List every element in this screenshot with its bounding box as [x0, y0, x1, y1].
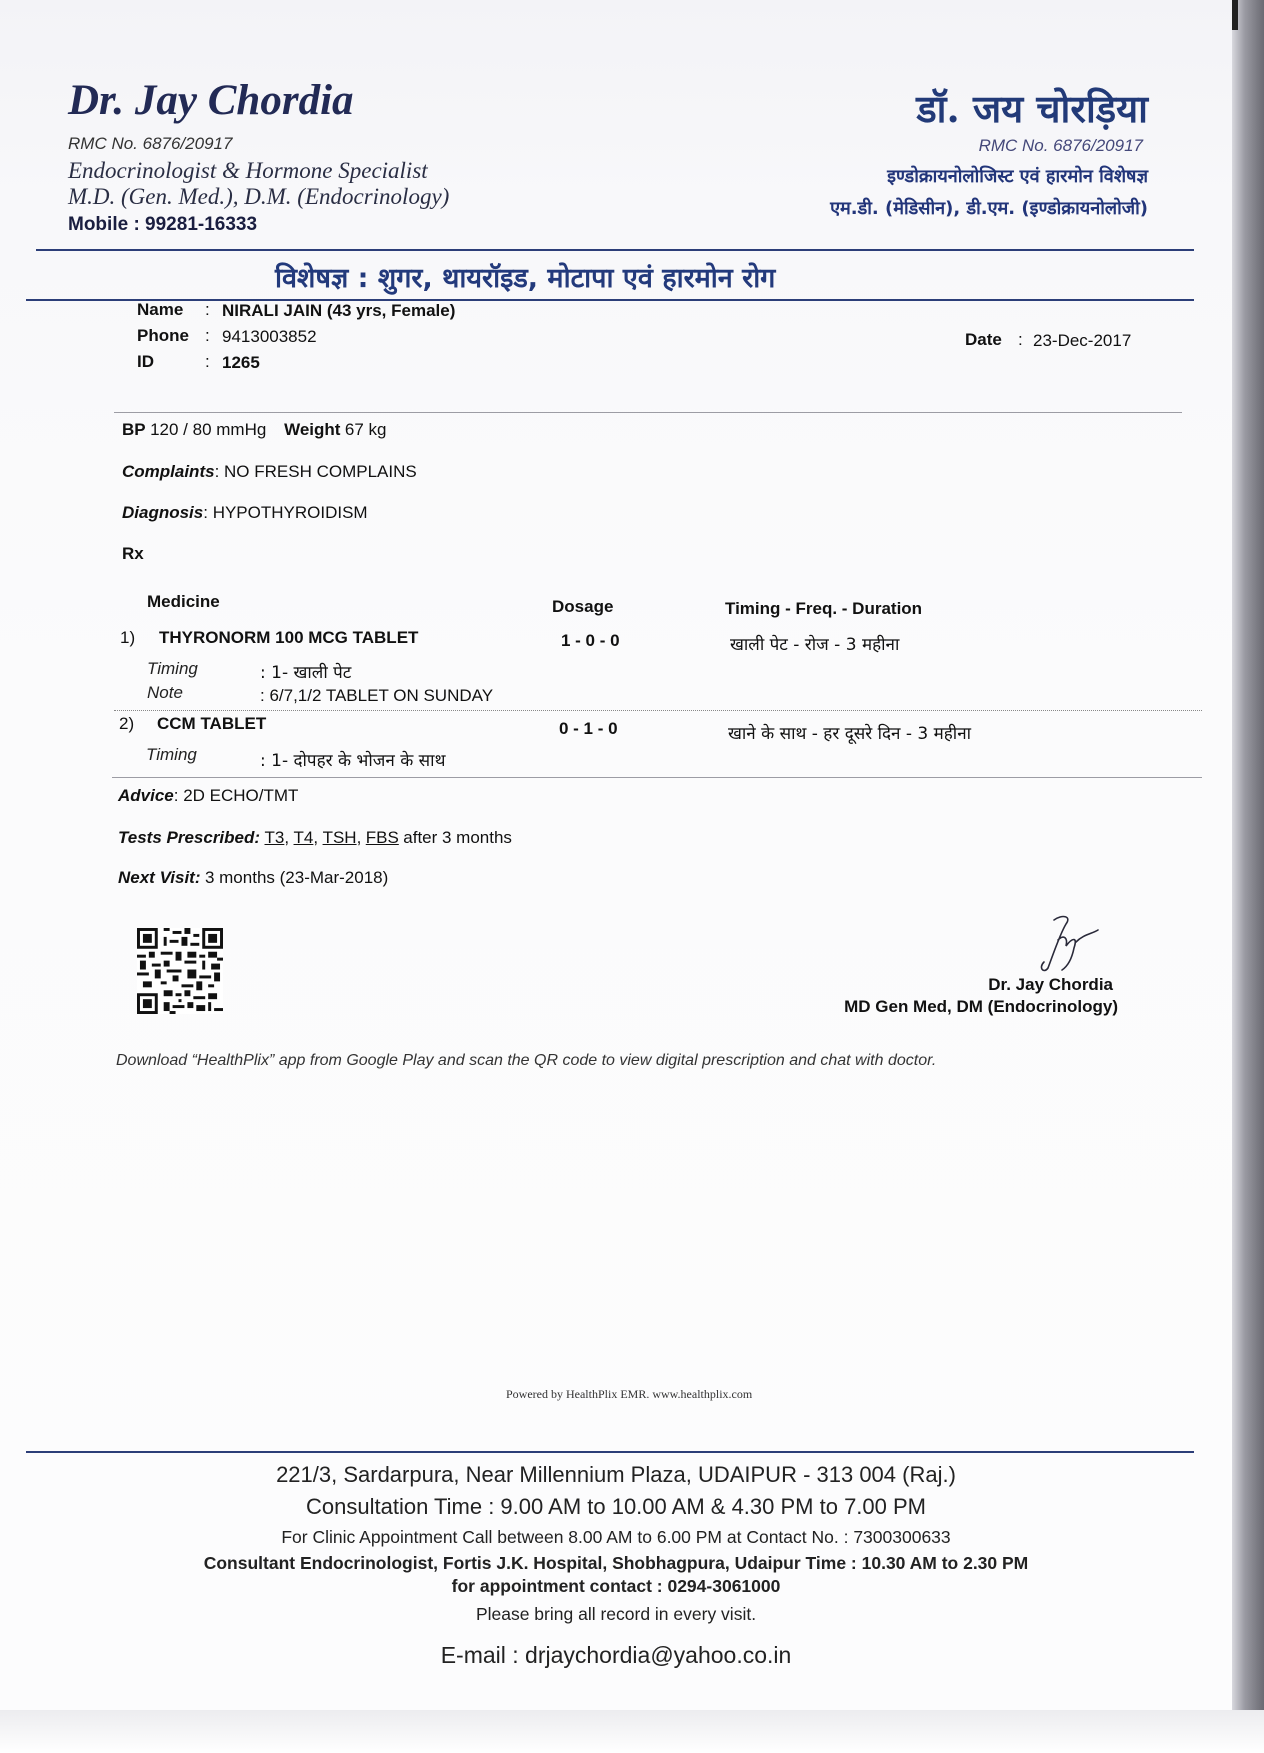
medicine-row-2-number: 2) — [119, 714, 135, 733]
scan-edge-right — [1232, 0, 1264, 1753]
rx-label: Rx — [122, 544, 144, 563]
scan-edge-bottom — [0, 1710, 1264, 1753]
test-item: T3 — [264, 828, 285, 847]
patient-phone-value: 9413003852 — [222, 327, 317, 346]
test-separator: , — [284, 828, 290, 847]
patient-phone-label: Phone — [137, 326, 189, 345]
tests-row — [118, 828, 512, 848]
tests-suffix: after 3 months — [403, 828, 512, 847]
medicine-row-2-name: CCM TABLET — [157, 714, 267, 733]
medicine-row-1-note-label: Note — [147, 683, 183, 702]
patient-age-sex: (43 yrs, Female) — [326, 301, 456, 320]
footer-divider — [26, 1451, 1194, 1453]
rmc-number-hindi-side: RMC No. 6876/20917 — [978, 136, 1143, 155]
patient-name — [222, 301, 455, 321]
medicine-row-2-schedule: खाने के साथ - हर दूसरे दिन - 3 महीना — [728, 724, 972, 744]
healthplix-app-note: Download “HealthPlix” app from Google Play and scan the QR code to view digital prescription and chat with doctor. — [116, 1052, 937, 1069]
signature-doctor-name: Dr. Jay Chordia — [988, 975, 1113, 994]
medicine-row-1-timing-value: : 1- खाली पेट — [260, 663, 352, 683]
patient-name-value: NIRALI JAIN — [222, 301, 323, 320]
vitals-row — [122, 420, 387, 440]
tests-label: Tests Prescribed: — [118, 828, 261, 847]
diagnosis-label: Diagnosis — [122, 503, 204, 522]
degrees-line: M.D. (Gen. Med.), D.M. (Endocrinology) — [68, 184, 450, 209]
colon: : — [205, 326, 210, 345]
mobile-number: Mobile : 99281-16333 — [68, 214, 258, 235]
medicine-row-1-timing-label: Timing — [147, 659, 198, 678]
weight-value: 67 kg — [344, 420, 387, 439]
specialty-line: Endocrinologist & Hormone Specialist — [68, 158, 428, 183]
bp-value: 120 / 80 mmHg — [150, 420, 267, 439]
header-divider-top — [36, 249, 1194, 251]
degrees-hindi: एम.डी. (मेडिसीन), डी.एम. (इण्डोक्रायनोलोजी) — [830, 198, 1148, 219]
test-item: T4 — [293, 828, 314, 847]
date-value: 23-Dec-2017 — [1033, 331, 1132, 350]
next-visit-label: Next Visit: — [118, 868, 201, 887]
medicine-header: Medicine — [147, 592, 220, 611]
medicine-row-divider — [114, 710, 1202, 711]
advice-row — [118, 786, 298, 806]
advice-value: : 2D ECHO/TMT — [173, 786, 299, 805]
test-separator: , — [356, 828, 362, 847]
test-item: FBS — [365, 828, 399, 847]
footer-fortis-contact: for appointment contact : 0294-3061000 — [451, 1576, 781, 1596]
footer-email: E-mail : drjaychordia@yahoo.co.in — [440, 1642, 792, 1668]
handwritten-signature — [1032, 912, 1102, 974]
complaints-label: Complaints — [122, 462, 215, 481]
patient-id-value: 1265 — [222, 353, 260, 372]
qr-code-icon[interactable] — [137, 928, 223, 1014]
test-item: TSH — [322, 828, 357, 847]
bp-label: BP — [122, 420, 146, 439]
footer-fortis-consultant: Consultant Endocrinologist, Fortis J.K. Hospital, Shobhagpura, Udaipur Time : 10.30 AM to 2.30 PM — [203, 1553, 1029, 1573]
header-divider-bottom — [26, 299, 1194, 301]
patient-id-label: ID — [137, 352, 154, 371]
signature-degrees: MD Gen Med, DM (Endocrinology) — [844, 997, 1118, 1016]
medicine-row-2-dosage: 0 - 1 - 0 — [559, 719, 618, 738]
colon: : — [205, 300, 210, 319]
colon: : — [205, 352, 210, 371]
test-separator: , — [313, 828, 319, 847]
medicine-row-1-name: THYRONORM 100 MCG TABLET — [159, 628, 419, 647]
footer-consultation-time: Consultation Time : 9.00 AM to 10.00 AM & 4.30 PM to 7.00 PM — [306, 1494, 926, 1519]
medicine-row-1-note-value: : 6/7,1/2 TABLET ON SUNDAY — [260, 686, 494, 705]
doctor-name-heading: Dr. Jay Chordia — [68, 77, 354, 124]
advice-label: Advice — [118, 786, 174, 805]
medicine-row-2-timing-value: : 1- दोपहर के भोजन के साथ — [260, 751, 446, 771]
medicine-row-1-schedule: खाली पेट - रोज - 3 महीना — [730, 635, 900, 655]
medicine-row-1-number: 1) — [120, 628, 136, 647]
rmc-number: RMC No. 6876/20917 — [68, 134, 233, 153]
patient-name-label: Name — [137, 300, 184, 319]
powered-by: Powered by HealthPlix EMR. www.healthplix.com — [506, 1387, 753, 1401]
footer-address: 221/3, Sardarpura, Near Millennium Plaza, UDAIPUR - 313 004 (Raj.) — [276, 1462, 956, 1487]
footer-clinic-appointment: For Clinic Appointment Call between 8.00 AM to 6.00 PM at Contact No. : 7300300633 — [281, 1527, 951, 1547]
patient-divider — [114, 412, 1182, 413]
complaints-row — [122, 462, 417, 482]
dosage-header: Dosage — [552, 597, 614, 616]
medicine-table-bottom — [112, 777, 1202, 778]
colon: : — [1018, 330, 1023, 349]
timing-header: Timing - Freq. - Duration — [725, 599, 923, 618]
medicine-row-2-timing-label: Timing — [146, 745, 197, 764]
complaints-value: : NO FRESH COMPLAINS — [214, 462, 417, 481]
medicine-row-1-dosage: 1 - 0 - 0 — [561, 631, 620, 650]
scan-edge-top — [1232, 0, 1238, 30]
diagnosis-value: : HYPOTHYROIDISM — [203, 503, 368, 522]
doctor-name-hindi: डॉ. जय चोरड़िया — [916, 86, 1148, 131]
next-visit-row — [118, 868, 388, 888]
date-label: Date — [965, 330, 1002, 349]
footer-records-note: Please bring all record in every visit. — [475, 1604, 757, 1624]
weight-label: Weight — [284, 420, 341, 439]
specialty-hindi: इण्डोक्रायनोलोजिस्ट एवं हारमोन विशेषज्ञ — [887, 166, 1148, 187]
specialty-banner: विशेषज्ञ : शुगर, थायरॉइड, मोटापा एवं हारमोन रोग — [275, 263, 776, 294]
next-visit-value: 3 months (23-Mar-2018) — [204, 868, 389, 887]
diagnosis-row — [122, 503, 368, 523]
